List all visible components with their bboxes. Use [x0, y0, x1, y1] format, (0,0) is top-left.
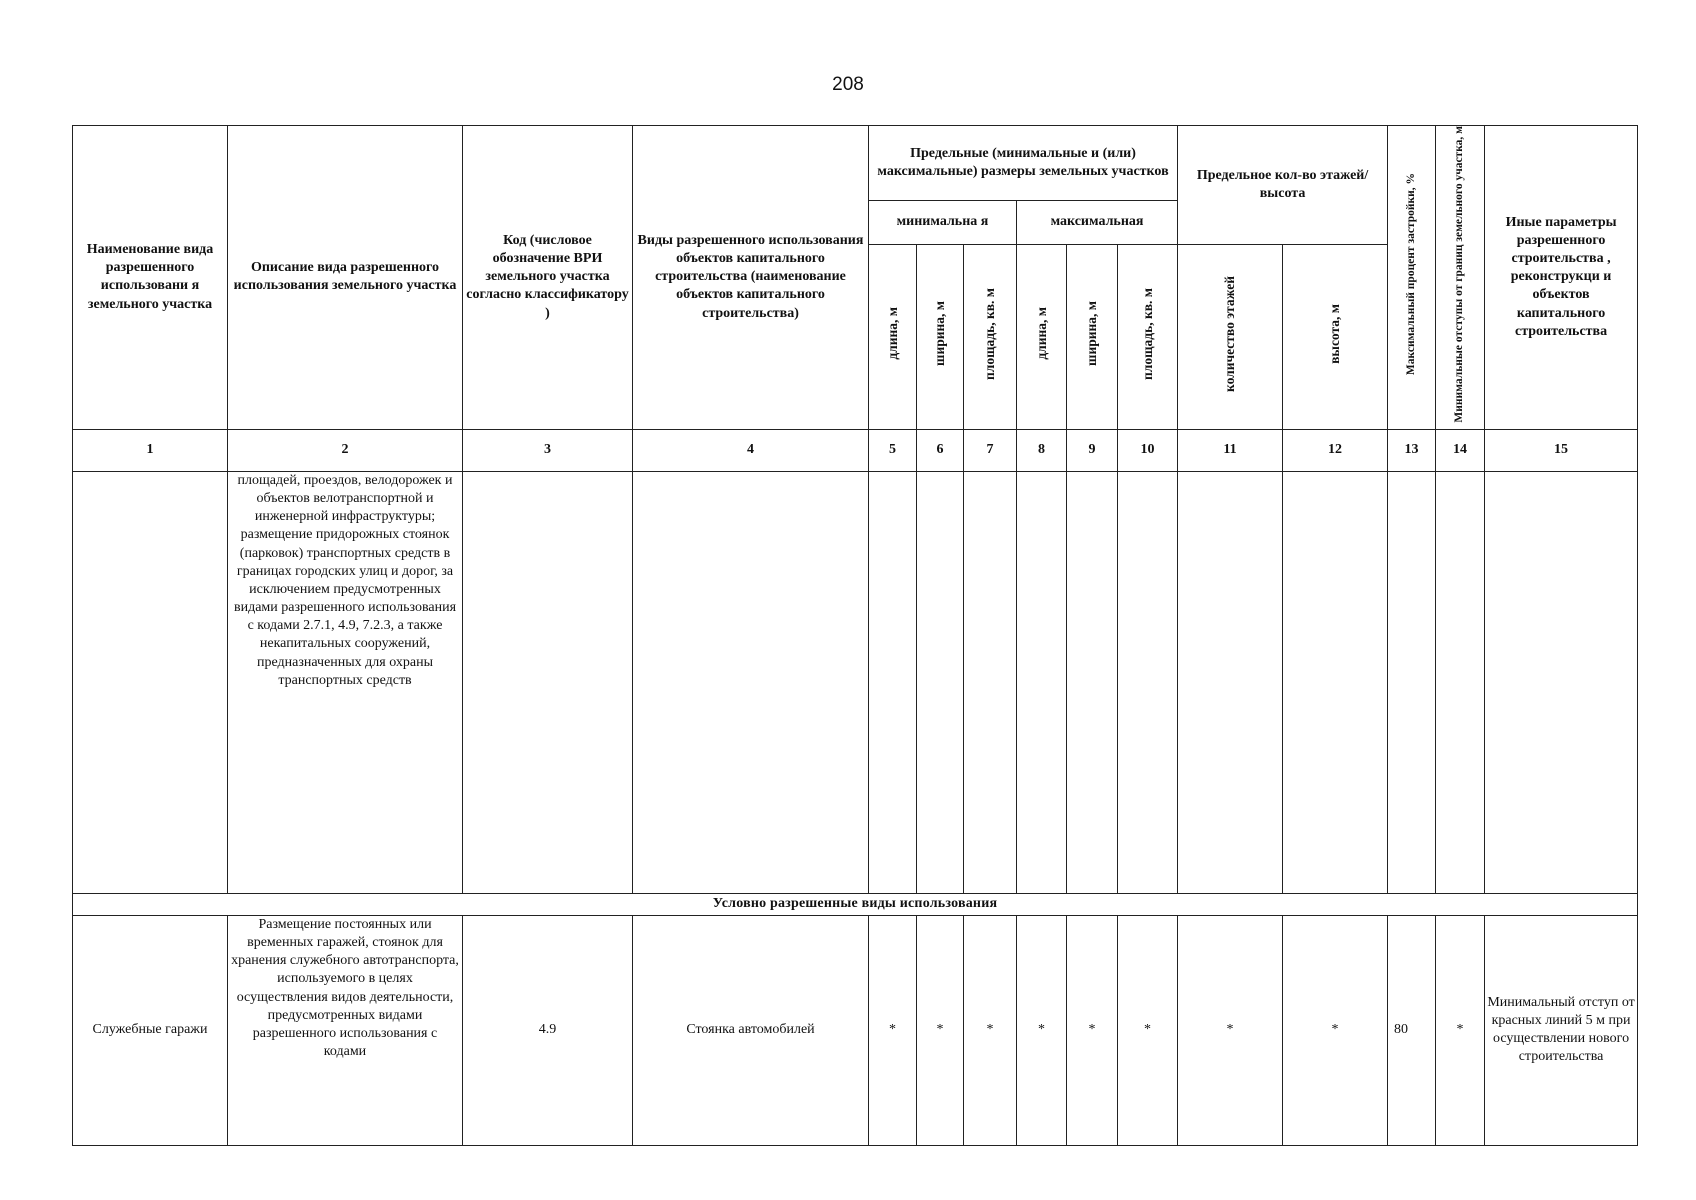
object-type: Стоянка автомобилей	[633, 915, 869, 1145]
column-number: 3	[463, 429, 633, 471]
max-length-value: *	[1017, 915, 1067, 1145]
column-number: 14	[1436, 429, 1485, 471]
cell-empty	[1178, 471, 1283, 893]
cell-empty	[1283, 471, 1388, 893]
column-number: 4	[633, 429, 869, 471]
header-min-area: площадь, кв. м	[964, 244, 1017, 429]
section-title: Условно разрешенные виды использования	[73, 893, 1638, 915]
use-code: 4.9	[463, 915, 633, 1145]
max-area-value: *	[1118, 915, 1178, 1145]
cell-empty	[633, 471, 869, 893]
header-group-sizes: Предельные (минимальные и (или) максимальные) размеры земельных участков	[869, 126, 1178, 201]
cell-empty	[917, 471, 964, 893]
description-continuation: площадей, проездов, велодорожек и объектов велотранспортной и инженерной инфраструктуры; размещение придорожных стоянок (парковок) транспортных средств в границах городских улиц и дорог, за исключением предусмотренных видами разрешенного использования с кодами 2.7.1, 4.9, 7.2.3, а также некапитальных сооружений, предназначенных для охраны транспортных средств	[228, 471, 463, 893]
header-col-14: Минимальные отступы от границ земельного участка, м	[1436, 126, 1485, 430]
cell-empty	[1436, 471, 1485, 893]
column-number: 11	[1178, 429, 1283, 471]
column-number: 7	[964, 429, 1017, 471]
header-max: максимальная	[1017, 200, 1178, 244]
header-max-width: ширина, м	[1067, 244, 1118, 429]
height-value: *	[1283, 915, 1388, 1145]
header-min-width: ширина, м	[917, 244, 964, 429]
regulations-table	[72, 125, 1638, 1146]
cell-empty	[73, 471, 228, 893]
column-number: 2	[228, 429, 463, 471]
header-min-length: длина, м	[869, 244, 917, 429]
floors-value: *	[1178, 915, 1283, 1145]
cell-empty	[1067, 471, 1118, 893]
header-col-13: Максимальный процент застройки, %	[1388, 126, 1436, 430]
header-col-4: Виды разрешенного использования объектов капитального строительства (наименование объектов капитального строительства)	[633, 126, 869, 430]
header-min: минимальна я	[869, 200, 1017, 244]
cell-empty	[1118, 471, 1178, 893]
use-description: Размещение постоянных или временных гаражей, стоянок для хранения служебного автотранспорта, используемого в целях осуществления видов деятельности, предусмотренных видами разрешенного использования с кодами	[228, 915, 463, 1145]
header-col-3: Код (числовое обозначение ВРИ земельного участка согласно классификатору )	[463, 126, 633, 430]
column-number: 5	[869, 429, 917, 471]
use-name: Служебные гаражи	[73, 915, 228, 1145]
table-row	[73, 915, 1638, 1145]
header-max-length: длина, м	[1017, 244, 1067, 429]
cell-empty	[1485, 471, 1638, 893]
header-max-area: площадь, кв. м	[1118, 244, 1178, 429]
min-area-value: *	[964, 915, 1017, 1145]
column-number: 8	[1017, 429, 1067, 471]
column-number: 9	[1067, 429, 1118, 471]
column-number: 10	[1118, 429, 1178, 471]
percent-value: 80	[1388, 915, 1436, 1145]
table-row-continuation	[73, 471, 1638, 893]
column-number-row	[73, 429, 1638, 471]
setback-value: *	[1436, 915, 1485, 1145]
other-params: Минимальный отступ от красных линий 5 м при осуществлении нового строительства	[1485, 915, 1638, 1145]
min-width-value: *	[917, 915, 964, 1145]
header-col-1: Наименование вида разрешенного использовани я земельного участка	[73, 126, 228, 430]
column-number: 15	[1485, 429, 1638, 471]
cell-empty	[1388, 471, 1436, 893]
section-row	[73, 893, 1638, 915]
header-floors: количество этажей	[1178, 244, 1283, 429]
cell-empty	[463, 471, 633, 893]
header-col-15: Иные параметры разрешенного строительства , реконструкци и объектов капитального строительства	[1485, 126, 1638, 430]
header-row-1	[73, 126, 1638, 201]
header-height: высота, м	[1283, 244, 1388, 429]
page-number: 208	[832, 74, 864, 95]
column-number: 1	[73, 429, 228, 471]
min-length-value: *	[869, 915, 917, 1145]
cell-empty	[964, 471, 1017, 893]
cell-empty	[1017, 471, 1067, 893]
column-number: 6	[917, 429, 964, 471]
header-group-floors: Предельное кол-во этажей/высота	[1178, 126, 1388, 245]
column-number: 12	[1283, 429, 1388, 471]
max-width-value: *	[1067, 915, 1118, 1145]
cell-empty	[869, 471, 917, 893]
column-number: 13	[1388, 429, 1436, 471]
header-col-2: Описание вида разрешенного использования земельного участка	[228, 126, 463, 430]
